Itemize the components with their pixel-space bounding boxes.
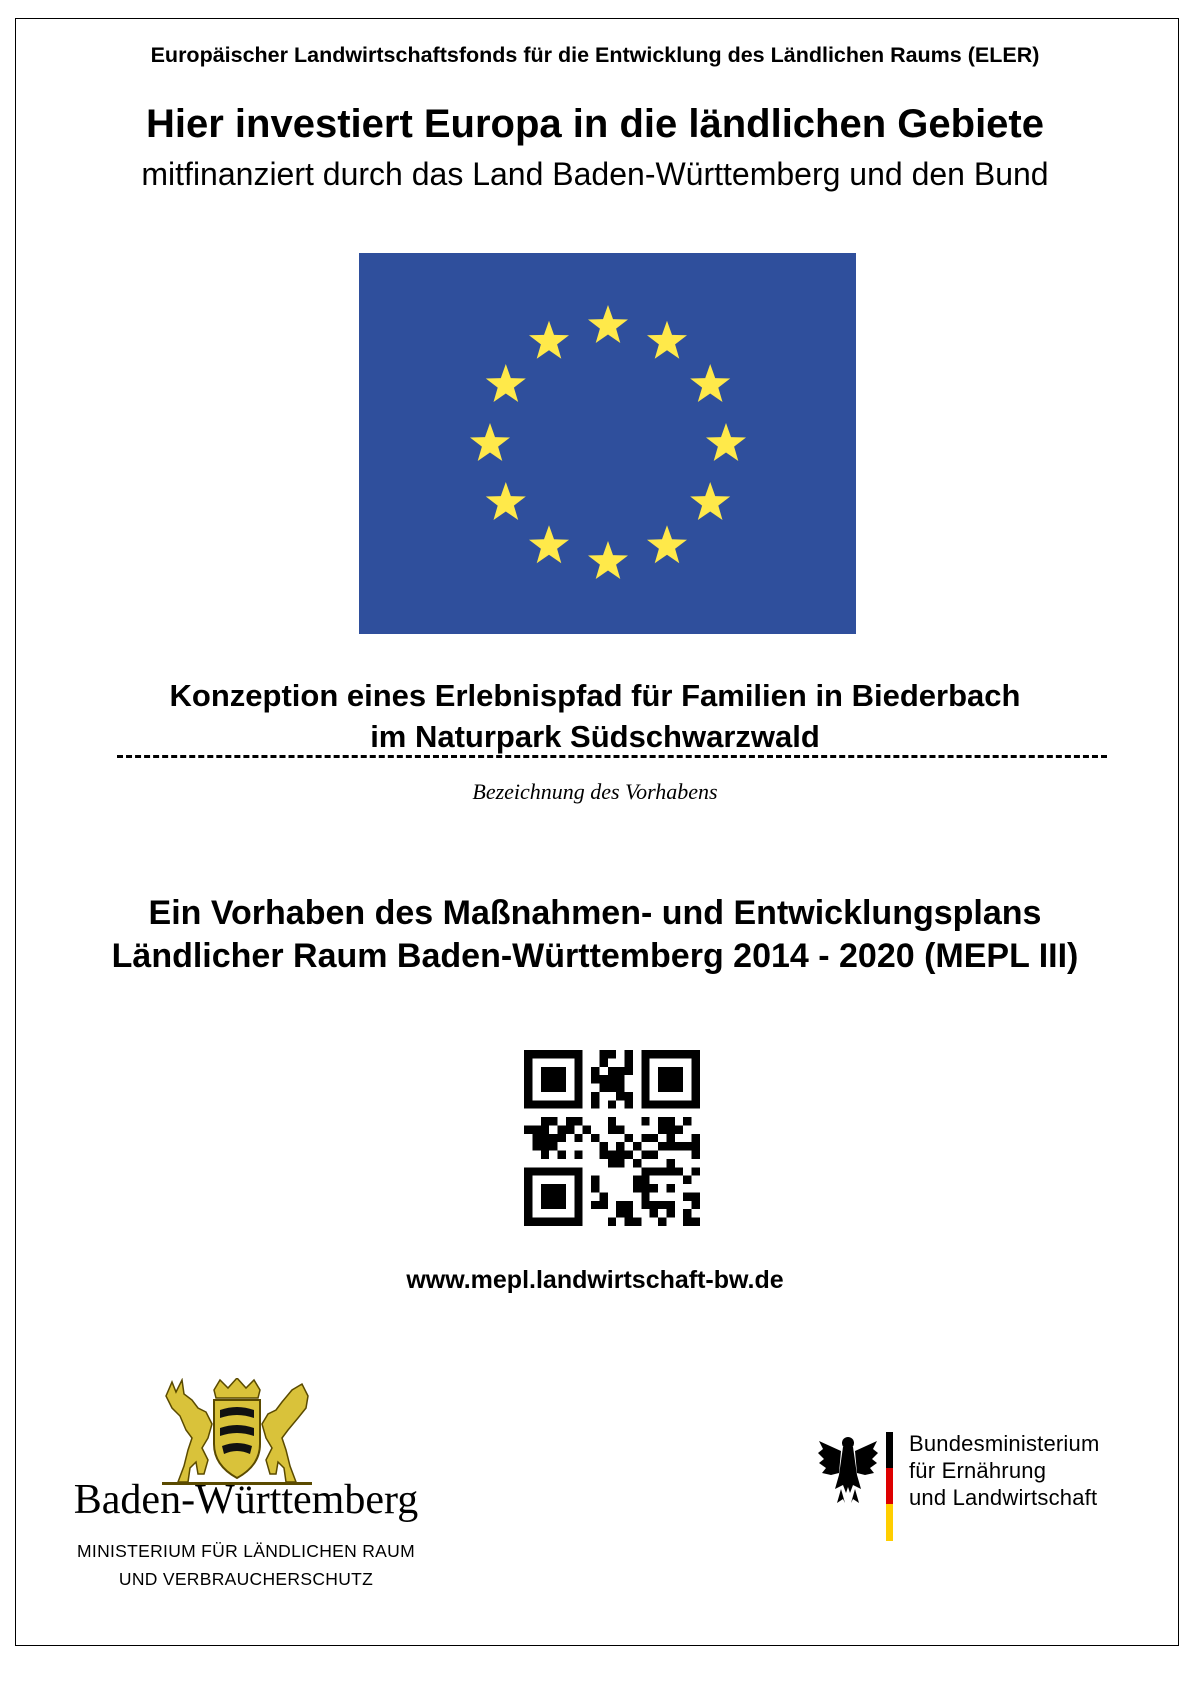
fund-line: Europäischer Landwirtschaftsfonds für die Entwicklung des Ländlichen Raums (ELER) — [150, 43, 1040, 67]
eu-flag-icon — [359, 253, 856, 634]
bw-ministry-line1: MINISTERIUM FÜR LÄNDLICHEN RAUM — [77, 1541, 415, 1561]
project-caption: Bezeichnung des Vorhabens — [472, 779, 718, 804]
eu-star-icon — [690, 364, 730, 402]
program-line1: Ein Vorhaben des Maßnahmen- und Entwicklungsplans — [148, 894, 1042, 932]
bw-ministry-line2: UND VERBRAUCHERSCHUTZ — [118, 1569, 374, 1589]
qr-code-icon[interactable] — [524, 1050, 700, 1226]
project-title-line2: im Naturpark Südschwarzwald — [370, 719, 820, 754]
eu-star-icon — [647, 525, 687, 563]
bmel-line3: und Landwirtschaft — [909, 1485, 1098, 1510]
eu-star-icon — [529, 321, 569, 359]
eu-star-icon — [588, 305, 628, 343]
federal-eagle-icon — [817, 1433, 879, 1505]
eu-star-icon — [690, 482, 730, 520]
eu-star-icon — [588, 541, 628, 579]
eu-star-icon — [486, 482, 526, 520]
flag-stripe-red — [886, 1468, 893, 1504]
subline: mitfinanziert durch das Land Baden-Württemberg und den Bund — [141, 156, 1049, 192]
website-link[interactable]: www.mepl.landwirtschaft-bw.de — [406, 1266, 784, 1294]
program-line2: Ländlicher Raum Baden-Württemberg 2014 - 2020 (MEPL III) — [111, 937, 1079, 975]
project-title-line1: Konzeption eines Erlebnispfad für Familien in Biederbach — [169, 678, 1021, 713]
bmel-line1: Bundesministerium — [909, 1431, 1100, 1456]
eu-star-icon — [647, 321, 687, 359]
bw-coat-of-arms-icon — [158, 1378, 316, 1486]
eu-star-icon — [706, 423, 746, 461]
eu-star-icon — [470, 423, 510, 461]
flag-stripe-gold — [886, 1504, 893, 1541]
eu-star-icon — [529, 525, 569, 563]
flag-stripe-black — [886, 1432, 893, 1468]
dashed-divider — [117, 755, 1107, 758]
eu-star-icon — [486, 364, 526, 402]
bmel-line2: für Ernährung — [909, 1458, 1047, 1483]
headline: Hier investiert Europa in die ländlichen Gebiete — [145, 102, 1044, 146]
bw-wordmark: Baden-Württemberg — [73, 1477, 419, 1523]
